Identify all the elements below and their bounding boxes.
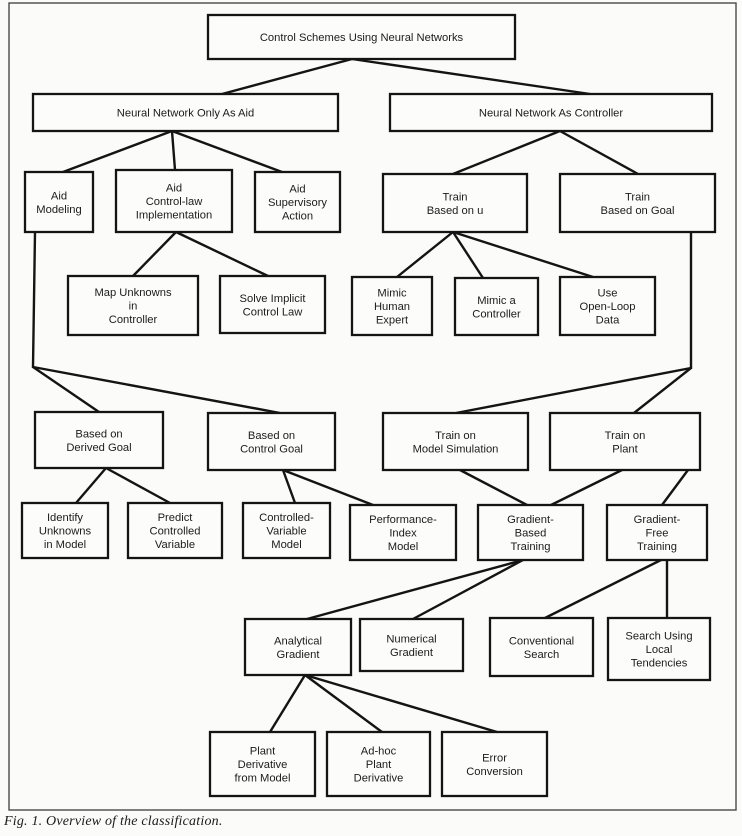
- edge-train-plant-to-gradient-free: [662, 470, 688, 505]
- edge-train-plant-to-gradient-based: [551, 470, 622, 505]
- edge-analytical-gradient-to-plant-derivative: [270, 675, 305, 732]
- node-label-train-plant: Train on Plant: [604, 429, 646, 456]
- node-label-performance-index: Performance-Index Model: [369, 514, 437, 553]
- edge-gradient-free-to-conventional-search: [545, 560, 661, 618]
- node-label-search-local: Search Using Local Tendencies: [625, 630, 693, 670]
- node-label-mimic-expert: Mimic Human Expert: [373, 287, 411, 327]
- node-train-u: [383, 174, 527, 232]
- node-label-based-derived: Based on Derived Goal: [66, 428, 132, 454]
- node-label-plant-derivative: Plant Derivative from Model: [234, 745, 291, 785]
- node-label-predict-controlled: Predict Controlled Variable: [149, 512, 201, 551]
- node-controlled-variable: [243, 503, 330, 558]
- edge-nn-controller-to-train-goal: [560, 131, 638, 174]
- edge-gradient-based-to-analytical-gradient: [307, 560, 523, 619]
- node-label-error-conversion: Error Conversion: [466, 752, 523, 778]
- edge-train-sim-to-gradient-based: [460, 470, 527, 505]
- node-conventional-search: [490, 618, 593, 676]
- edge-root-to-nn-aid: [222, 59, 352, 94]
- node-label-root: Control Schemes Using Neural Networks: [259, 32, 464, 44]
- node-label-aid-supervisory: Aid Supervisory Action: [267, 183, 328, 223]
- edge-gradient-based-to-numerical-gradient: [413, 560, 523, 619]
- node-train-sim: [383, 413, 528, 470]
- edge-aid-control-law-to-map-unknowns: [133, 232, 176, 276]
- edge-train-u-to-use-open-loop: [453, 232, 593, 277]
- node-plant-derivative: [210, 732, 315, 796]
- node-based-control: [208, 413, 335, 470]
- node-performance-index: [350, 505, 456, 560]
- node-label-train-sim: Train on Model Simulation: [412, 429, 499, 456]
- node-label-aid-modeling: Aid Modeling: [36, 190, 82, 216]
- edge-based-derived-to-predict-controlled: [106, 468, 170, 503]
- node-predict-controlled: [128, 503, 222, 558]
- node-mimic-controller: [455, 278, 538, 335]
- node-analytical-gradient: [245, 619, 351, 675]
- node-label-gradient-free: Gradient-Free Training: [633, 514, 681, 553]
- node-gradient-free: [607, 505, 707, 560]
- node-label-numerical-gradient: Numerical Gradient: [386, 633, 437, 659]
- edge-based-derived-to-identify-unknowns: [76, 468, 106, 503]
- edge-aid-modeling-to-based-control: [33, 367, 280, 413]
- node-identify-unknowns: [22, 503, 108, 558]
- node-gradient-based: [478, 505, 583, 560]
- node-aid-modeling: [25, 172, 93, 232]
- node-search-local: [608, 618, 710, 680]
- node-error-conversion: [442, 732, 547, 796]
- node-label-mimic-controller: Mimic a Controller: [472, 294, 521, 321]
- node-label-ad-hoc-derivative: Ad-hoc Plant Derivative: [353, 745, 404, 785]
- node-label-nn-controller: Neural Network As Controller: [478, 107, 624, 120]
- node-label-use-open-loop: Use Open-Loop Data: [579, 287, 636, 327]
- node-map-unknowns: [68, 276, 198, 335]
- node-numerical-gradient: [360, 619, 463, 671]
- node-label-controlled-variable: Controlled-Variable Model: [259, 512, 314, 551]
- node-label-train-goal: Train Based on Goal: [600, 191, 675, 217]
- edge-based-control-to-performance-index: [283, 470, 373, 505]
- edge-nn-aid-to-aid-control-law: [172, 131, 175, 170]
- edge-train-u-to-mimic-controller: [453, 232, 483, 278]
- node-ad-hoc-derivative: [327, 732, 430, 796]
- node-use-open-loop: [560, 277, 655, 335]
- node-label-conventional-search: Conventional Search: [508, 635, 575, 661]
- edge-nn-controller-to-train-u: [453, 131, 560, 174]
- edge-root-to-nn-controller: [352, 59, 590, 94]
- node-nn-controller: [390, 94, 712, 131]
- node-label-nn-aid: Neural Network Only As Aid: [116, 107, 255, 120]
- node-label-aid-control-law: Aid Control-law Implementation: [135, 182, 213, 222]
- node-nn-aid: [33, 94, 338, 131]
- edge-aid-control-law-to-solve-implicit: [176, 232, 268, 276]
- edge-train-goal-to-train-sim: [456, 368, 691, 413]
- edge-nn-aid-to-aid-supervisory: [172, 131, 282, 172]
- figure-caption: Fig. 1. Overview of the classification.: [4, 814, 223, 829]
- node-based-derived: [35, 412, 163, 468]
- node-label-based-control: Based on Control Goal: [240, 429, 303, 456]
- node-aid-supervisory: [255, 172, 340, 232]
- node-label-identify-unknowns: Identify Unknowns in Model: [38, 512, 92, 551]
- edge-analytical-gradient-to-error-conversion: [305, 675, 497, 732]
- node-label-solve-implicit: Solve Implicit Control Law: [239, 292, 306, 319]
- node-mimic-expert: [352, 277, 432, 335]
- edge-nn-aid-to-aid-modeling: [63, 131, 172, 172]
- node-label-gradient-based: Gradient-Based Training: [507, 514, 554, 553]
- node-label-map-unknowns: Map Unknowns in Controller: [94, 287, 172, 326]
- node-label-analytical-gradient: Analytical Gradient: [274, 635, 322, 661]
- node-aid-control-law: [116, 170, 232, 232]
- node-train-goal: [560, 174, 715, 232]
- node-solve-implicit: [220, 276, 325, 333]
- node-label-train-u: Train Based on u: [426, 191, 484, 217]
- node-root: [208, 15, 515, 59]
- edge-analytical-gradient-to-ad-hoc-derivative: [305, 675, 382, 732]
- node-train-plant: [550, 413, 700, 470]
- edge-train-u-to-mimic-expert: [397, 232, 453, 277]
